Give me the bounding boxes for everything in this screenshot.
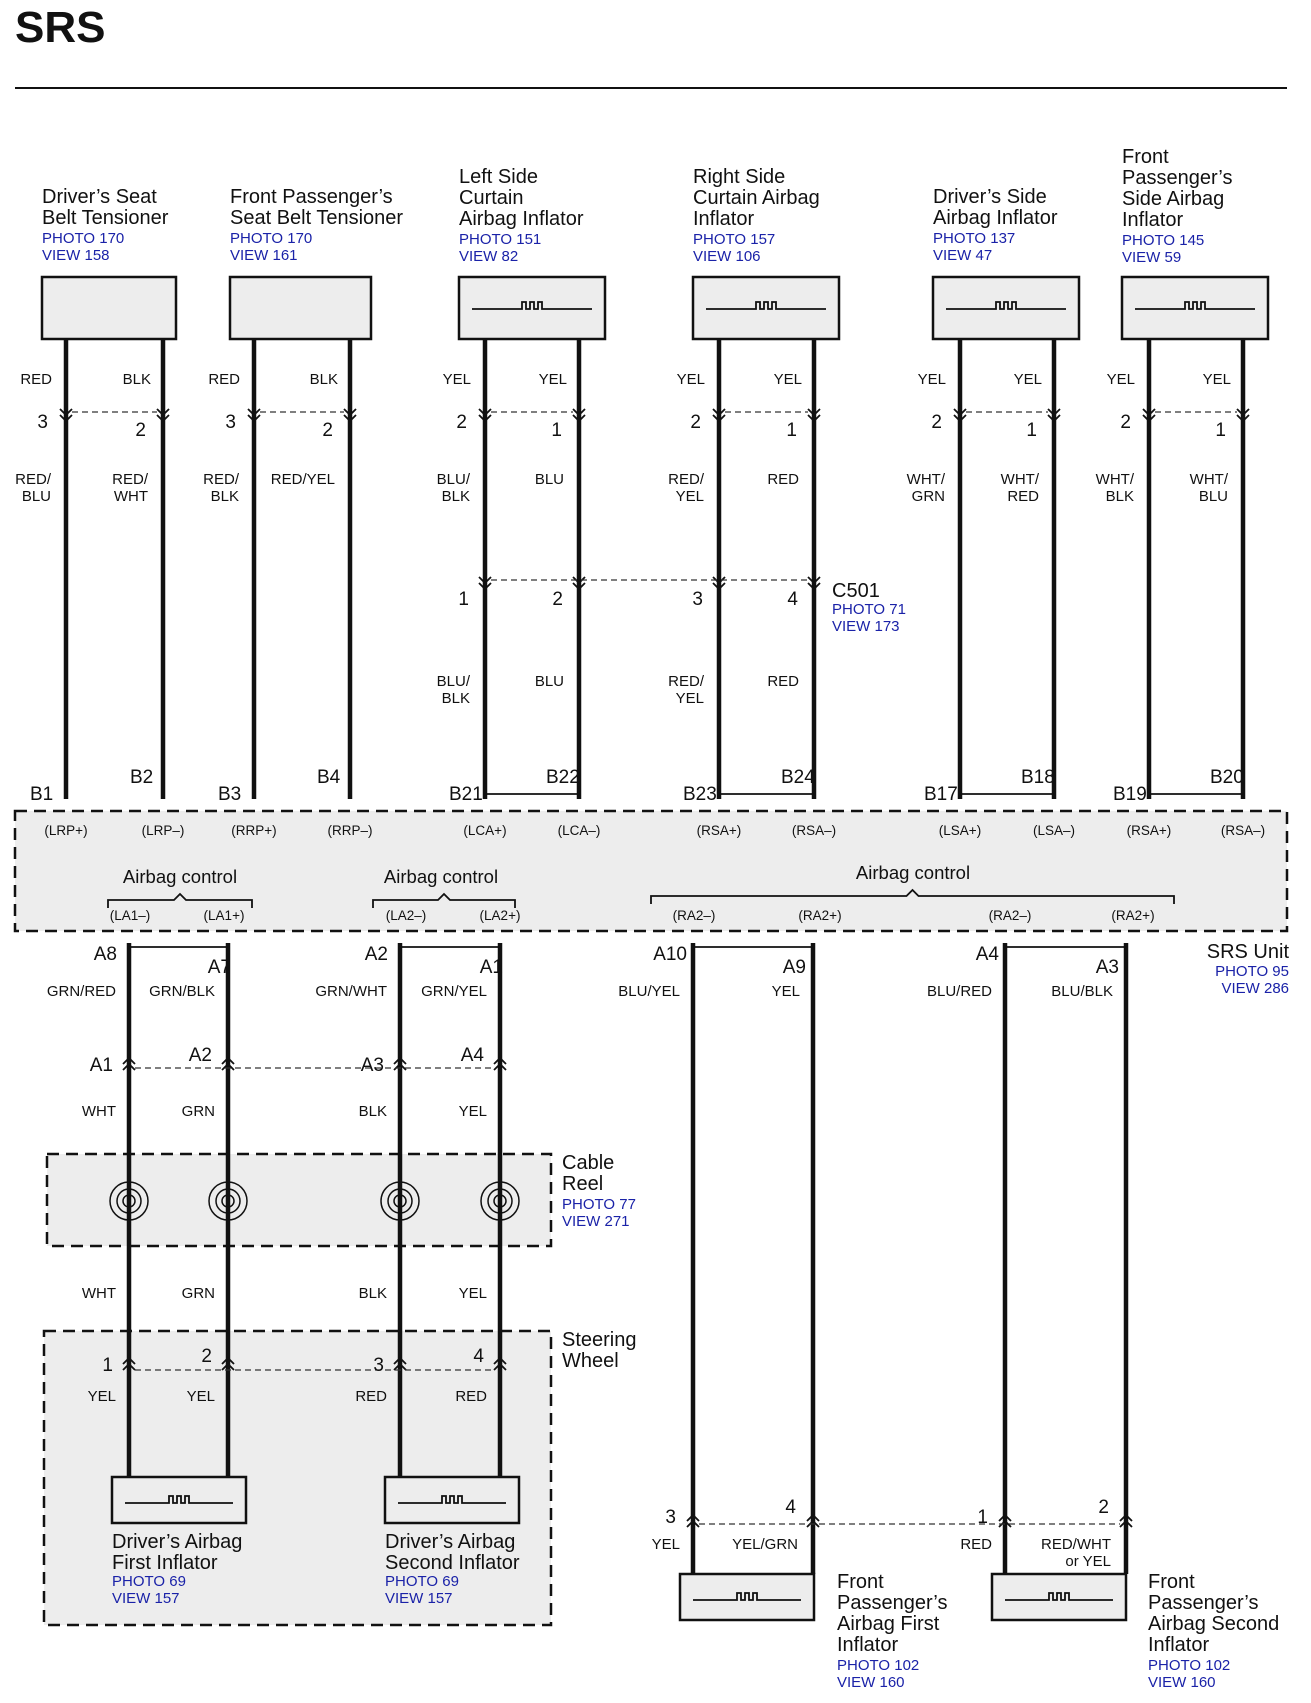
wire-color-label: RED: [767, 673, 799, 690]
component-name: Right Side: [693, 166, 786, 188]
wire-color-label: YEL: [1106, 371, 1135, 388]
terminal-signal: (LCA–): [557, 823, 601, 838]
pin-number: 3: [665, 1507, 676, 1528]
srs-unit-photo: PHOTO 95: [1215, 963, 1289, 980]
pin-number: 1: [458, 589, 469, 610]
wire-color-label: BLK: [358, 1285, 387, 1302]
pin-number: A4: [460, 1045, 484, 1066]
wire-color-label: BLK: [309, 371, 338, 388]
component-box: [459, 277, 605, 339]
component-name: Front: [1122, 146, 1169, 168]
view-ref: VIEW 160: [1148, 1674, 1216, 1691]
wire-color-label: GRN: [181, 1103, 215, 1120]
inflator-name: Driver’s Airbag: [385, 1531, 516, 1553]
terminal-label: A7: [207, 957, 231, 978]
terminal-label: B17: [924, 784, 958, 805]
terminal-signal: (LA2–): [385, 908, 427, 923]
wire-color-label: GRN/BLK: [149, 983, 215, 1000]
wire-color-label: RED/YEL: [270, 471, 335, 488]
terminal-signal: (LA2+): [479, 908, 521, 923]
wire-color-label: RED: [960, 1536, 992, 1553]
terminal-signal: (LRP–): [141, 823, 185, 838]
component-box: [230, 277, 371, 339]
terminal-label: A2: [364, 944, 388, 965]
photo-ref: PHOTO 170: [42, 230, 125, 247]
pin-number: A3: [360, 1055, 384, 1076]
photo-ref: PHOTO 137: [933, 230, 1016, 247]
wire-color-label: RED: [455, 1388, 487, 1405]
pin-number: A2: [188, 1045, 212, 1066]
pin-number: 3: [692, 589, 703, 610]
component-name: Driver’s Seat: [42, 186, 157, 208]
pin-number: 1: [786, 420, 797, 441]
terminal-label: A1: [479, 957, 503, 978]
airbag-control-label: Airbag control: [383, 866, 499, 887]
component-box: [933, 277, 1079, 339]
wire-color-label: RED/: [112, 471, 148, 488]
wire-color-label: BLK: [1105, 488, 1134, 505]
terminal-label: B18: [1021, 767, 1055, 788]
component-name: Left Side: [459, 166, 538, 188]
pin-number: 2: [201, 1346, 212, 1367]
page-title: SRS: [15, 3, 106, 52]
wire-color-label: RED: [767, 471, 799, 488]
component-name: Driver’s Side: [933, 186, 1047, 208]
wire-color-label: GRN/WHT: [315, 983, 387, 1000]
terminal-label: B24: [781, 767, 815, 788]
pin-number: A1: [89, 1055, 113, 1076]
inflator-name: Driver’s Airbag: [112, 1531, 243, 1553]
inflator-name: Front: [1148, 1571, 1195, 1593]
view-ref: VIEW 157: [385, 1590, 453, 1607]
pin-number: 2: [322, 420, 333, 441]
component-box: [680, 1574, 814, 1620]
srs-unit-name: SRS Unit: [1206, 941, 1289, 963]
inflator-name: Passenger’s: [1148, 1592, 1259, 1614]
pin-number: 2: [135, 420, 146, 441]
wire-color-label: YEL: [458, 1103, 487, 1120]
terminal-signal: (LSA–): [1032, 823, 1076, 838]
inflator-name: Second Inflator: [385, 1552, 520, 1574]
pin-number: 1: [977, 1507, 988, 1528]
inflator-name: Front: [837, 1571, 884, 1593]
pin-number: 1: [1026, 420, 1037, 441]
steering-wheel-name: Steering: [562, 1329, 637, 1351]
terminal-label: A10: [653, 944, 687, 965]
component-name: Curtain: [459, 187, 524, 209]
view-ref: VIEW 160: [837, 1674, 905, 1691]
view-ref: VIEW 82: [459, 248, 519, 265]
pin-number: 4: [787, 589, 798, 610]
wire-color-label: BLK: [441, 690, 470, 707]
terminal-label: B19: [1113, 784, 1147, 805]
inflator-name: Inflator: [1148, 1634, 1210, 1656]
cable-reel-name: Reel: [562, 1173, 604, 1195]
wire-color-label: BLU: [534, 471, 564, 488]
terminal-label: B2: [130, 767, 154, 788]
wire-color-label: YEL: [773, 371, 802, 388]
pin-number: 2: [931, 412, 942, 433]
wire-color-label: YEL: [1013, 371, 1042, 388]
c501-photo: PHOTO 71: [832, 601, 906, 618]
wire-color-label: YEL: [442, 371, 471, 388]
pin-number: 2: [552, 589, 563, 610]
component-box: [1122, 277, 1268, 339]
wire-color-label: YEL: [458, 1285, 487, 1302]
wire-color-label: YEL: [651, 1536, 680, 1553]
wire-color-label: RED/: [668, 673, 704, 690]
srs-unit-view: VIEW 286: [1221, 980, 1289, 997]
terminal-label: B20: [1210, 767, 1244, 788]
terminal-signal: (LA1–): [109, 908, 151, 923]
terminal-signal: (RRP–): [327, 823, 373, 838]
pin-number: 2: [1098, 1497, 1109, 1518]
c501-view: VIEW 173: [832, 618, 900, 635]
component-name: Airbag Inflator: [933, 207, 1058, 229]
terminal-signal: (RA2+): [798, 908, 842, 923]
pin-number: 3: [373, 1355, 384, 1376]
terminal-label: B4: [317, 767, 341, 788]
wire-color-label: RED: [208, 371, 240, 388]
inflator-name: Inflator: [837, 1634, 899, 1656]
wire-color-label: GRN: [911, 488, 945, 505]
terminal-label: B23: [683, 784, 717, 805]
pin-number: 4: [785, 1497, 796, 1518]
component-name: Side Airbag: [1122, 188, 1225, 210]
wire-color-label: BLU: [21, 488, 51, 505]
view-ref: VIEW 47: [933, 247, 993, 264]
terminal-label: A3: [1095, 957, 1119, 978]
wire-color-label: YEL/GRN: [732, 1536, 798, 1553]
cable-reel-photo: PHOTO 77: [562, 1196, 636, 1213]
terminal-label: B1: [30, 784, 54, 805]
wire-color-label: YEL: [917, 371, 946, 388]
diagram-frame: [15, 3, 1287, 1625]
cable-reel-name: Cable: [562, 1152, 615, 1174]
photo-ref: PHOTO 102: [837, 1657, 920, 1674]
pin-number: 3: [37, 412, 48, 433]
wire-color-label: RED: [20, 371, 52, 388]
pin-number: 4: [473, 1346, 484, 1367]
wire-color-label: GRN: [181, 1285, 215, 1302]
terminal-signal: (RA2–): [672, 908, 716, 923]
wire-color-label: YEL: [87, 1388, 116, 1405]
component-box: [112, 1477, 246, 1523]
component-name: Airbag Inflator: [459, 208, 584, 230]
pin-number: 2: [456, 412, 467, 433]
airbag-control-label: Airbag control: [122, 866, 238, 887]
wire-color-label: RED: [1007, 488, 1039, 505]
wire-color-label: BLU/: [436, 673, 470, 690]
wire-color-label: YEL: [675, 488, 704, 505]
wire-color-label: WHT: [81, 1103, 116, 1120]
wire-color-label: GRN/RED: [46, 983, 116, 1000]
view-ref: VIEW 59: [1122, 249, 1182, 266]
cable-reel-view: VIEW 271: [562, 1213, 630, 1230]
terminal-signal: (RA2–): [988, 908, 1032, 923]
wire-color-label: RED/: [203, 471, 239, 488]
wire-color-label: RED/: [15, 471, 51, 488]
wire-color-label: BLK: [210, 488, 239, 505]
wire-color-label: BLU/YEL: [618, 983, 680, 1000]
wire-color-label: BLU/RED: [926, 983, 992, 1000]
pin-number: 2: [1120, 412, 1131, 433]
wire-color-label: YEL: [771, 983, 800, 1000]
wire-color-label: WHT/: [906, 471, 945, 488]
view-ref: VIEW 161: [230, 247, 298, 264]
wire-color-label: WHT/: [1189, 471, 1228, 488]
terminal-label: B22: [546, 767, 580, 788]
wire-color-label: YEL: [1202, 371, 1231, 388]
view-ref: VIEW 157: [112, 1590, 180, 1607]
wire-color-label: BLK: [358, 1103, 387, 1120]
component-box: [385, 1477, 519, 1523]
terminal-label: B3: [218, 784, 242, 805]
terminal-signal: (RSA+): [1126, 823, 1172, 838]
wire-color-label: WHT: [81, 1285, 116, 1302]
wire-color-label: BLU/: [436, 471, 470, 488]
wire-color-label: YEL: [538, 371, 567, 388]
wire-color-label: RED/WHT: [1041, 1536, 1111, 1553]
view-ref: VIEW 158: [42, 247, 110, 264]
view-ref: VIEW 106: [693, 248, 761, 265]
c501-name: C501: [832, 580, 880, 602]
component-name: Belt Tensioner: [42, 207, 169, 229]
wire-color-label: WHT: [113, 488, 148, 505]
photo-ref: PHOTO 69: [112, 1573, 186, 1590]
inflator-name: Airbag Second: [1148, 1613, 1280, 1635]
photo-ref: PHOTO 69: [385, 1573, 459, 1590]
photo-ref: PHOTO 145: [1122, 232, 1205, 249]
wire-color-label: BLU: [534, 673, 564, 690]
terminal-label: A8: [93, 944, 117, 965]
terminal-signal: (LSA+): [938, 823, 982, 838]
terminal-label: A9: [782, 957, 806, 978]
wire-color-label: RED: [355, 1388, 387, 1405]
component-name: Seat Belt Tensioner: [230, 207, 404, 229]
component-box: [42, 277, 176, 339]
photo-ref: PHOTO 151: [459, 231, 542, 248]
component-name: Inflator: [1122, 209, 1184, 231]
inflator-name: Passenger’s: [837, 1592, 948, 1614]
component-box: [992, 1574, 1126, 1620]
terminal-label: B21: [449, 784, 483, 805]
pin-number: 1: [102, 1355, 113, 1376]
component-name: Front Passenger’s: [230, 186, 393, 208]
inflator-name: Airbag First: [837, 1613, 940, 1635]
photo-ref: PHOTO 102: [1148, 1657, 1231, 1674]
airbag-control-label: Airbag control: [855, 862, 971, 883]
pin-number: 3: [225, 412, 236, 433]
steering-wheel-name: Wheel: [562, 1350, 619, 1372]
wire-color-label: BLK: [441, 488, 470, 505]
wire-color-label: GRN/YEL: [421, 983, 487, 1000]
terminal-signal: (RA2+): [1111, 908, 1155, 923]
wire-color-label: or YEL: [1065, 1553, 1111, 1570]
terminal-signal: (RSA–): [791, 823, 837, 838]
terminal-signal: (LCA+): [463, 823, 507, 838]
terminal-signal: (RSA+): [696, 823, 742, 838]
pin-number: 1: [551, 420, 562, 441]
inflator-name: First Inflator: [112, 1552, 218, 1574]
wire-color-label: YEL: [676, 371, 705, 388]
terminal-signal: (LA1+): [203, 908, 245, 923]
wire-color-label: BLK: [122, 371, 151, 388]
wire-color-label: RED/: [668, 471, 704, 488]
wire-color-label: YEL: [186, 1388, 215, 1405]
component-name: Curtain Airbag: [693, 187, 820, 209]
wire-color-label: BLU/BLK: [1051, 983, 1113, 1000]
photo-ref: PHOTO 157: [693, 231, 776, 248]
terminal-signal: (LRP+): [44, 823, 88, 838]
component-name: Passenger’s: [1122, 167, 1233, 189]
wire-color-label: WHT/: [1095, 471, 1134, 488]
terminal-label: A4: [975, 944, 999, 965]
pin-number: 2: [690, 412, 701, 433]
wire-color-label: YEL: [675, 690, 704, 707]
photo-ref: PHOTO 170: [230, 230, 313, 247]
wire-color-label: BLU: [1198, 488, 1228, 505]
terminal-signal: (RRP+): [231, 823, 277, 838]
wire-color-label: WHT/: [1000, 471, 1039, 488]
component-name: Inflator: [693, 208, 755, 230]
pin-number: 1: [1215, 420, 1226, 441]
component-box: [693, 277, 839, 339]
terminal-signal: (RSA–): [1220, 823, 1266, 838]
